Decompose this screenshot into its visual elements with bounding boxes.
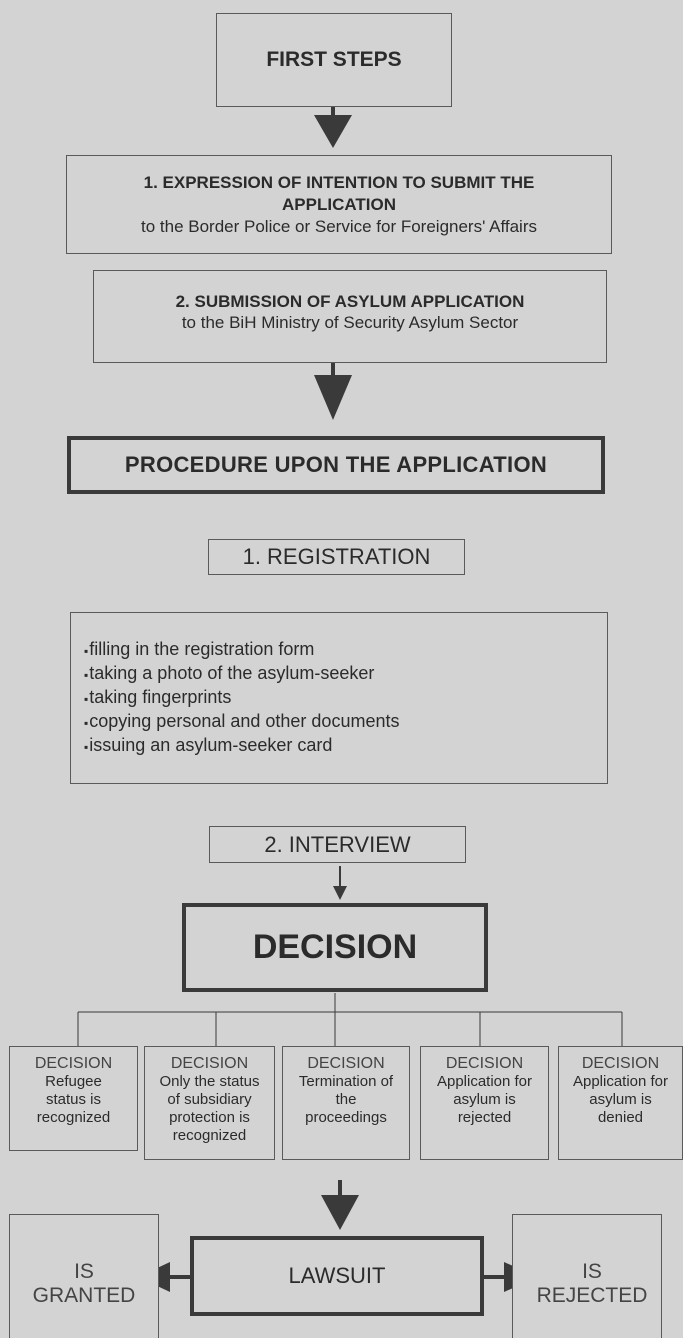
- decision-option-line: status is: [45, 1091, 102, 1108]
- decision-option-label: DECISION: [307, 1055, 385, 1072]
- registration-item-3: ▪ taking fingerprints: [84, 685, 231, 711]
- registration-item-2: ▪ taking a photo of the asylum-seeker: [84, 661, 374, 687]
- decision-option-line: of subsidiary: [167, 1091, 252, 1108]
- decision-option-denied: [558, 1046, 683, 1160]
- registration-item-4: ▪ copying personal and other documents: [84, 709, 399, 735]
- arrow-4-head: [321, 1195, 359, 1230]
- step-1-box: [66, 155, 612, 254]
- decision-option-line: the: [335, 1091, 357, 1108]
- decision-option-line: rejected: [457, 1109, 512, 1126]
- decision-option-line: asylum is: [589, 1091, 652, 1108]
- decision-option-rejected: [420, 1046, 549, 1160]
- procedure-title: PROCEDURE UPON THE APPLICATION: [124, 452, 548, 477]
- arrow-2-head: [314, 375, 352, 420]
- decision-option-line: denied: [597, 1109, 644, 1126]
- step-1-title-line-1: 1. EXPRESSION OF INTENTION TO SUBMIT THE: [143, 172, 535, 192]
- decision-box: [182, 903, 488, 992]
- procedure-box: [67, 436, 605, 494]
- outcome-rejected-line-1: IS: [582, 1260, 602, 1283]
- lawsuit-title: LAWSUIT: [288, 1263, 386, 1288]
- arrow-1-head: [314, 115, 352, 148]
- decision-option-line: Only the status: [159, 1073, 260, 1090]
- decision-option-line: recognized: [172, 1127, 247, 1144]
- first-steps-title: FIRST STEPS: [266, 48, 402, 71]
- interview-box: [209, 826, 466, 863]
- decision-option-subsidiary: [144, 1046, 275, 1160]
- step-2-subtitle: to the BiH Ministry of Security Asylum Sector: [181, 313, 519, 332]
- decision-option-label: DECISION: [445, 1055, 524, 1072]
- decision-option-refugee: [9, 1046, 138, 1151]
- decision-option-line: Application for: [436, 1073, 533, 1090]
- decision-option-line: Application for: [572, 1073, 669, 1090]
- step-2-title: 2. SUBMISSION OF ASYLUM APPLICATION: [175, 292, 525, 311]
- outcome-granted-line-2: GRANTED: [32, 1284, 136, 1307]
- decision-option-label: DECISION: [170, 1055, 249, 1072]
- registration-item-1: ▪ filling in the registration form: [84, 637, 314, 663]
- decision-option-termination: [282, 1046, 410, 1160]
- decision-option-line: recognized: [36, 1109, 111, 1126]
- decision-option-line: asylum is: [453, 1091, 516, 1108]
- step-1-title-line-2: APPLICATION: [282, 194, 396, 214]
- outcome-granted-line-1: IS: [74, 1260, 94, 1283]
- decision-option-line: protection is: [169, 1109, 250, 1126]
- decision-option-line: Termination of: [298, 1073, 394, 1090]
- step-1-subtitle: to the Border Police or Service for Foreigners' Affairs: [141, 216, 537, 236]
- outcome-rejected-line-2: REJECTED: [536, 1284, 648, 1307]
- lawsuit-box: [190, 1236, 484, 1316]
- decision-option-line: proceedings: [305, 1109, 387, 1126]
- arrow-3-head: [333, 886, 347, 900]
- interview-title: 2. INTERVIEW: [264, 831, 411, 857]
- decision-option-line: Refugee: [45, 1073, 102, 1090]
- first-steps-box: [216, 13, 452, 107]
- decision-option-label: DECISION: [581, 1055, 660, 1072]
- step-2-box: [93, 270, 607, 363]
- registration-item-5: ▪ issuing an asylum-seeker card: [84, 733, 332, 759]
- decision-option-label: DECISION: [34, 1055, 113, 1072]
- registration-box: [208, 539, 465, 575]
- decision-title: DECISION: [252, 928, 418, 966]
- registration-title: 1. REGISTRATION: [242, 544, 431, 569]
